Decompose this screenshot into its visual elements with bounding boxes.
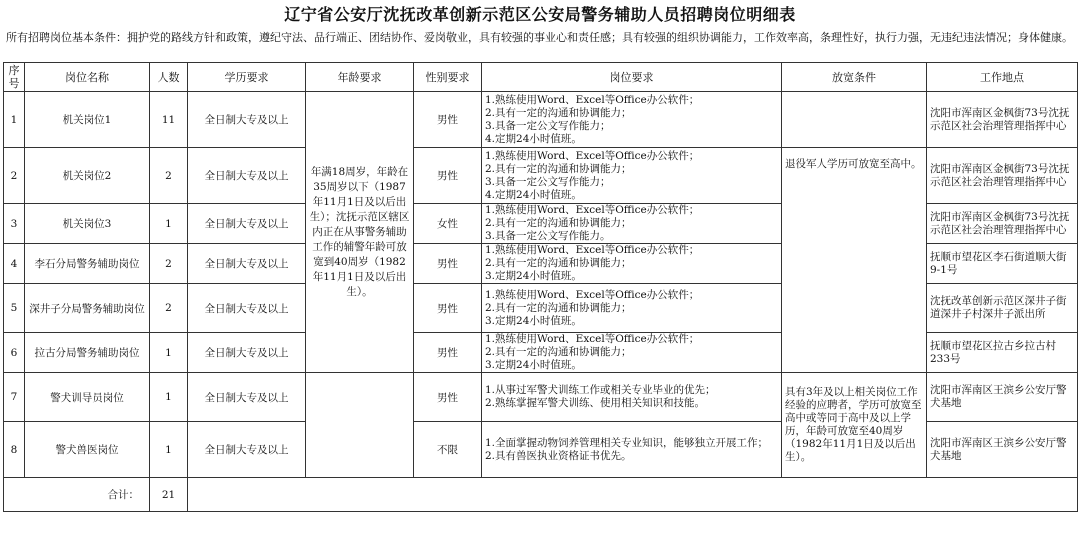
requirement-line: 2.具有一定的沟通和协调能力； bbox=[485, 217, 632, 229]
cell-count: 1 bbox=[150, 333, 188, 373]
cell-location: 沈阳市浑南区金枫街73号沈抚示范区社会治理管理指挥中心 bbox=[927, 204, 1078, 244]
cell-age: 年满18周岁，年龄在35周岁以下（1987年11月1日及以后出生）；沈抚示范区辖区内正在从事警务辅助工作的辅警年龄可放宽到40周岁（1982年11月1日及以后出生）。 bbox=[306, 92, 414, 373]
page-title: 辽宁省公安厅沈抚改革创新示范区公安局警务辅助人员招聘岗位明细表 bbox=[284, 5, 796, 24]
header-gender: 性别要求 bbox=[414, 63, 482, 92]
cell-count: 1 bbox=[150, 422, 188, 478]
requirement-line: 1.从事过军警犬训练工作或相关专业毕业的优先； bbox=[485, 384, 716, 396]
cell-name: 机关岗位2 bbox=[25, 148, 150, 204]
cell-location: 沈阳市浑南区王滨乡公安厅警犬基地 bbox=[927, 373, 1078, 422]
cell-requirements bbox=[482, 373, 782, 422]
cell-count: 1 bbox=[150, 373, 188, 422]
cell-age-empty bbox=[306, 373, 414, 478]
cell-requirements bbox=[482, 333, 782, 373]
cell-seq: 4 bbox=[4, 244, 25, 284]
cell-name: 李石分局警务辅助岗位 bbox=[25, 244, 150, 284]
requirement-line: 3.定期24小时值班。 bbox=[485, 270, 582, 282]
requirement-line: 2.具有兽医执业资格证书优先。 bbox=[485, 449, 632, 462]
table-header bbox=[4, 63, 1078, 92]
cell-location: 沈阳市浑南区王滨乡公安厅警犬基地 bbox=[927, 422, 1078, 478]
header-age: 年龄要求 bbox=[306, 63, 414, 92]
cell-gender: 男性 bbox=[414, 244, 482, 284]
basic-conditions: 所有招聘岗位基本条件：拥护党的路线方针和政策，遵纪守法、品行端正、团结协作、爱岗敬业，具有较强的事业心和责任感；具有较强的组织协调能力，工作效率高，条理性好，执行力强，无违纪违法情况；身体健康。 bbox=[6, 31, 1073, 44]
cell-seq: 3 bbox=[4, 204, 25, 244]
cell-edu: 全日制大专及以上 bbox=[188, 92, 306, 148]
cell-requirements bbox=[482, 244, 782, 284]
requirement-line: 2.熟练掌握军警犬训练、使用相关知识和技能。 bbox=[485, 397, 706, 409]
cell-count: 2 bbox=[150, 148, 188, 204]
cell-gender: 男性 bbox=[414, 92, 482, 148]
cell-name: 机关岗位3 bbox=[25, 204, 150, 244]
cell-gender: 男性 bbox=[414, 373, 482, 422]
header-edu: 学历要求 bbox=[188, 63, 306, 92]
requirement-line: 1.全面掌握动物饲养管理相关专业知识，能够独立开展工作； bbox=[485, 436, 769, 449]
requirement-line: 4.定期24小时值班。 bbox=[485, 132, 582, 145]
requirement-line: 1.熟练使用Word、Excel等Office办公软件； bbox=[485, 288, 700, 301]
cell-gender: 男性 bbox=[414, 333, 482, 373]
requirement-line: 1.熟练使用Word、Excel等Office办公软件； bbox=[485, 244, 700, 256]
cell-seq: 7 bbox=[4, 373, 25, 422]
cell-relax-veteran: 退役军人学历可放宽至高中。 bbox=[782, 148, 927, 373]
requirement-line: 3.具备一定公文写作能力。 bbox=[485, 230, 611, 242]
cell-edu: 全日制大专及以上 bbox=[188, 333, 306, 373]
cell-edu: 全日制大专及以上 bbox=[188, 373, 306, 422]
cell-gender: 男性 bbox=[414, 284, 482, 333]
cell-edu: 全日制大专及以上 bbox=[188, 422, 306, 478]
requirement-line: 4.定期24小时值班。 bbox=[485, 188, 582, 201]
requirement-line: 3.具备一定公文写作能力； bbox=[485, 175, 611, 188]
total-empty bbox=[188, 478, 1078, 512]
cell-edu: 全日制大专及以上 bbox=[188, 284, 306, 333]
cell-seq: 6 bbox=[4, 333, 25, 373]
table-row bbox=[4, 92, 1078, 148]
recruitment-table bbox=[3, 62, 1078, 512]
header-name: 岗位名称 bbox=[25, 63, 150, 92]
cell-name: 警犬兽医岗位 bbox=[25, 422, 150, 478]
total-row bbox=[4, 478, 1078, 512]
cell-seq: 8 bbox=[4, 422, 25, 478]
cell-location: 沈阳市浑南区金枫街73号沈抚示范区社会治理管理指挥中心 bbox=[927, 148, 1078, 204]
total-value: 21 bbox=[150, 478, 188, 512]
table-row bbox=[4, 373, 1078, 422]
header-req: 岗位要求 bbox=[482, 63, 782, 92]
cell-gender: 不限 bbox=[414, 422, 482, 478]
cell-name: 拉古分局警务辅助岗位 bbox=[25, 333, 150, 373]
cell-requirements bbox=[482, 284, 782, 333]
requirement-line: 1.熟练使用Word、Excel等Office办公软件； bbox=[485, 204, 700, 216]
requirement-line: 3.定期24小时值班。 bbox=[485, 314, 582, 327]
cell-seq: 1 bbox=[4, 92, 25, 148]
cell-name: 深井子分局警务辅助岗位 bbox=[25, 284, 150, 333]
header-seq: 序号 bbox=[4, 63, 25, 92]
cell-location: 抚顺市望花区李石街道顺大街9-1号 bbox=[927, 244, 1078, 284]
cell-count: 11 bbox=[150, 92, 188, 148]
cell-seq: 2 bbox=[4, 148, 25, 204]
cell-name: 警犬训导员岗位 bbox=[25, 373, 150, 422]
cell-gender: 女性 bbox=[414, 204, 482, 244]
cell-location: 沈抚改革创新示范区深井子街道深井子村深井子派出所 bbox=[927, 284, 1078, 333]
cell-seq: 5 bbox=[4, 284, 25, 333]
requirement-line: 2.具有一定的沟通和协调能力； bbox=[485, 162, 632, 175]
header-count: 人数 bbox=[150, 63, 188, 92]
header-loc: 工作地点 bbox=[927, 63, 1078, 92]
cell-location: 沈阳市浑南区金枫街73号沈抚示范区社会治理管理指挥中心 bbox=[927, 92, 1078, 148]
table-row bbox=[4, 148, 1078, 204]
cell-location: 抚顺市望花区拉古乡拉古村233号 bbox=[927, 333, 1078, 373]
total-label: 合计： bbox=[4, 478, 150, 512]
header-relax: 放宽条件 bbox=[782, 63, 927, 92]
cell-count: 2 bbox=[150, 284, 188, 333]
cell-edu: 全日制大专及以上 bbox=[188, 148, 306, 204]
cell-count: 1 bbox=[150, 204, 188, 244]
cell-requirements bbox=[482, 422, 782, 478]
cell-gender: 男性 bbox=[414, 148, 482, 204]
cell-edu: 全日制大专及以上 bbox=[188, 244, 306, 284]
requirement-line: 1.熟练使用Word、Excel等Office办公软件； bbox=[485, 149, 700, 162]
requirement-line: 2.具有一定的沟通和协调能力； bbox=[485, 346, 632, 358]
requirement-line: 3.定期24小时值班。 bbox=[485, 359, 582, 371]
requirement-line: 1.熟练使用Word、Excel等Office办公软件； bbox=[485, 93, 700, 106]
cell-edu: 全日制大专及以上 bbox=[188, 204, 306, 244]
cell-relax-empty bbox=[782, 92, 927, 148]
requirement-line: 2.具有一定的沟通和协调能力； bbox=[485, 106, 632, 119]
cell-relax-experience: 具有3年及以上相关岗位工作经验的应聘者，学历可放宽至高中或等同于高中及以上学历，年龄可放宽至40周岁（1982年11月1日及以后出生）。 bbox=[782, 373, 927, 478]
cell-count: 2 bbox=[150, 244, 188, 284]
requirement-line: 1.熟练使用Word、Excel等Office办公软件； bbox=[485, 333, 700, 345]
requirement-line: 2.具有一定的沟通和协调能力； bbox=[485, 301, 632, 314]
cell-requirements bbox=[482, 92, 782, 148]
cell-requirements bbox=[482, 204, 782, 244]
cell-requirements bbox=[482, 148, 782, 204]
requirement-line: 2.具有一定的沟通和协调能力； bbox=[485, 257, 632, 269]
cell-name: 机关岗位1 bbox=[25, 92, 150, 148]
requirement-line: 3.具备一定公文写作能力； bbox=[485, 119, 611, 132]
